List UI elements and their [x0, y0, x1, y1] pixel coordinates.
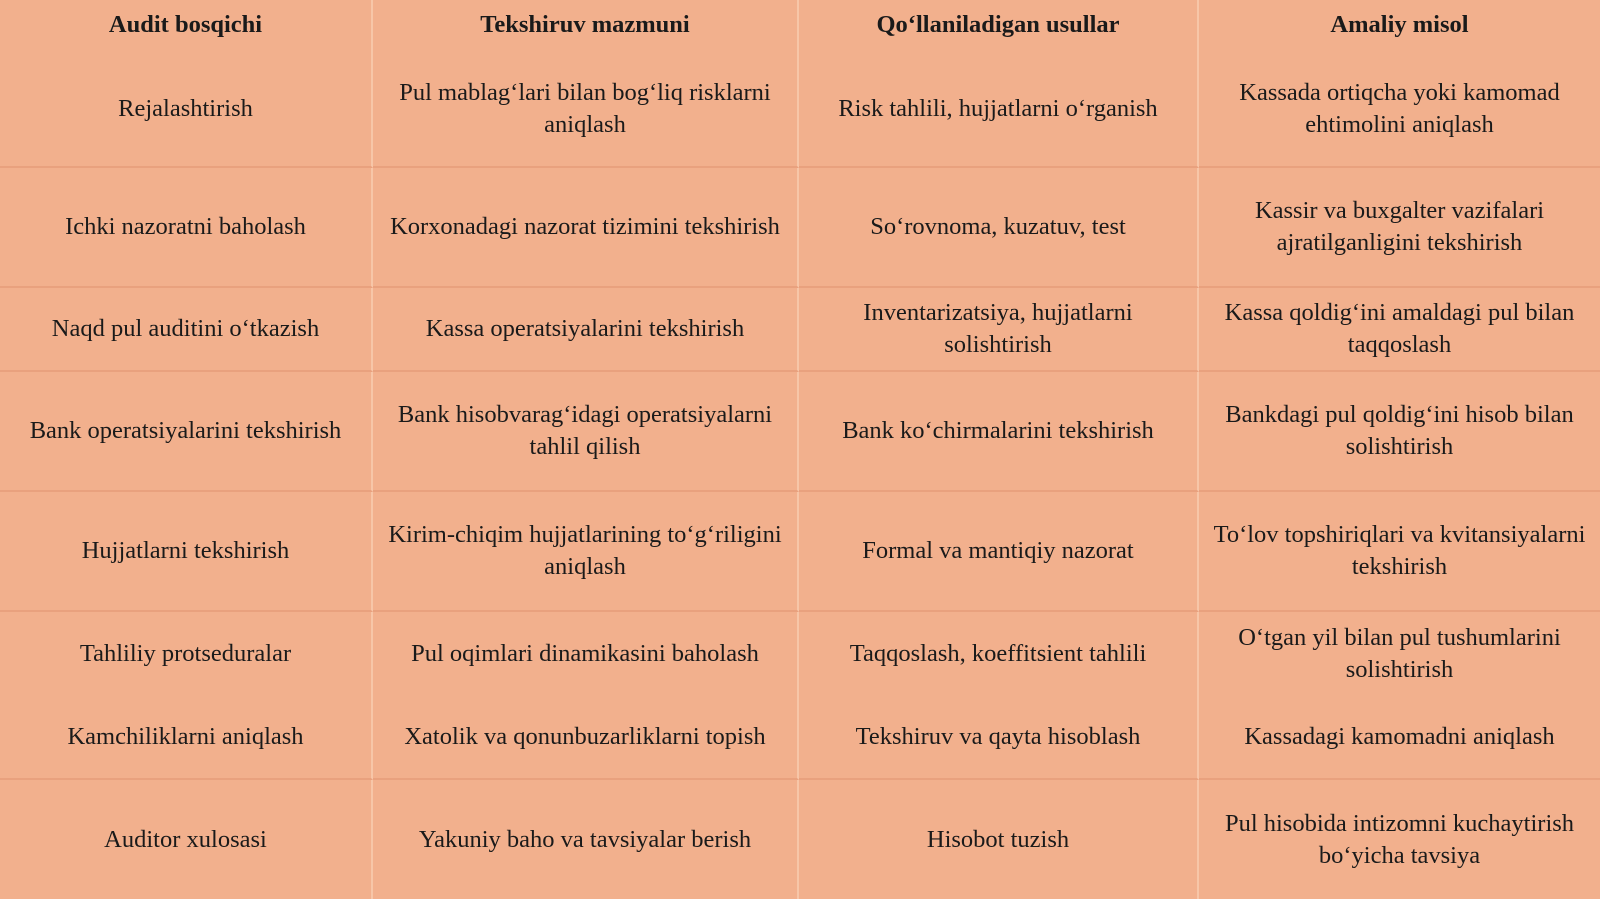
table-cell: Kirim-chiqim hujjatlarining to‘g‘riligini aniqlash: [373, 492, 799, 612]
table-cell: Ichki nazoratni baholash: [0, 168, 373, 288]
table-cell: Rejalashtirish: [0, 52, 373, 168]
table-cell: Risk tahlili, hujjatlarni o‘rganish: [799, 52, 1199, 168]
table-cell: Inventarizatsiya, hujjatlarni solishtirish: [799, 288, 1199, 372]
table-cell: Naqd pul auditini o‘tkazish: [0, 288, 373, 372]
table-cell: Hujjatlarni tekshirish: [0, 492, 373, 612]
table-cell: Formal va mantiqiy nazorat: [799, 492, 1199, 612]
table-cell: Kassada ortiqcha yoki kamomad ehtimolini aniqlash: [1199, 52, 1600, 168]
table-cell: Bankdagi pul qoldig‘ini hisob bilan solishtirish: [1199, 372, 1600, 492]
table-cell: Bank hisobvarag‘idagi operatsiyalarni tahlil qilish: [373, 372, 799, 492]
table-cell: Tahliliy protseduralar: [0, 612, 373, 696]
table-cell: Yakuniy baho va tavsiyalar berish: [373, 780, 799, 899]
table-cell: O‘tgan yil bilan pul tushumlarini solishtirish: [1199, 612, 1600, 696]
table-cell: To‘lov topshiriqlari va kvitansiyalarni tekshirish: [1199, 492, 1600, 612]
column-header-example: Amaliy misol: [1199, 0, 1600, 52]
table-cell: Bank operatsiyalarini tekshirish: [0, 372, 373, 492]
table-cell: Korxonadagi nazorat tizimini tekshirish: [373, 168, 799, 288]
table-cell: Hisobot tuzish: [799, 780, 1199, 899]
table-cell: Kassadagi kamomadni aniqlash: [1199, 696, 1600, 780]
column-header-methods: Qo‘llaniladigan usullar: [799, 0, 1199, 52]
table-cell: Kassa operatsiyalarini tekshirish: [373, 288, 799, 372]
table-cell: Kamchiliklarni aniqlash: [0, 696, 373, 780]
column-header-content: Tekshiruv mazmuni: [373, 0, 799, 52]
table-cell: So‘rovnoma, kuzatuv, test: [799, 168, 1199, 288]
table-cell: Taqqoslash, koeffitsient tahlili: [799, 612, 1199, 696]
table-cell: Pul mablag‘lari bilan bog‘liq risklarni aniqlash: [373, 52, 799, 168]
column-header-stage: Audit bosqichi: [0, 0, 373, 52]
table-cell: Kassir va buxgalter vazifalari ajratilganligini tekshirish: [1199, 168, 1600, 288]
table-cell: Kassa qoldig‘ini amaldagi pul bilan taqqoslash: [1199, 288, 1600, 372]
table-cell: Pul oqimlari dinamikasini baholash: [373, 612, 799, 696]
table-cell: Bank ko‘chirmalarini tekshirish: [799, 372, 1199, 492]
table-cell: Auditor xulosasi: [0, 780, 373, 899]
table-cell: Xatolik va qonunbuzarliklarni topish: [373, 696, 799, 780]
table-cell: Tekshiruv va qayta hisoblash: [799, 696, 1199, 780]
table-cell: Pul hisobida intizomni kuchaytirish bo‘yicha tavsiya: [1199, 780, 1600, 899]
